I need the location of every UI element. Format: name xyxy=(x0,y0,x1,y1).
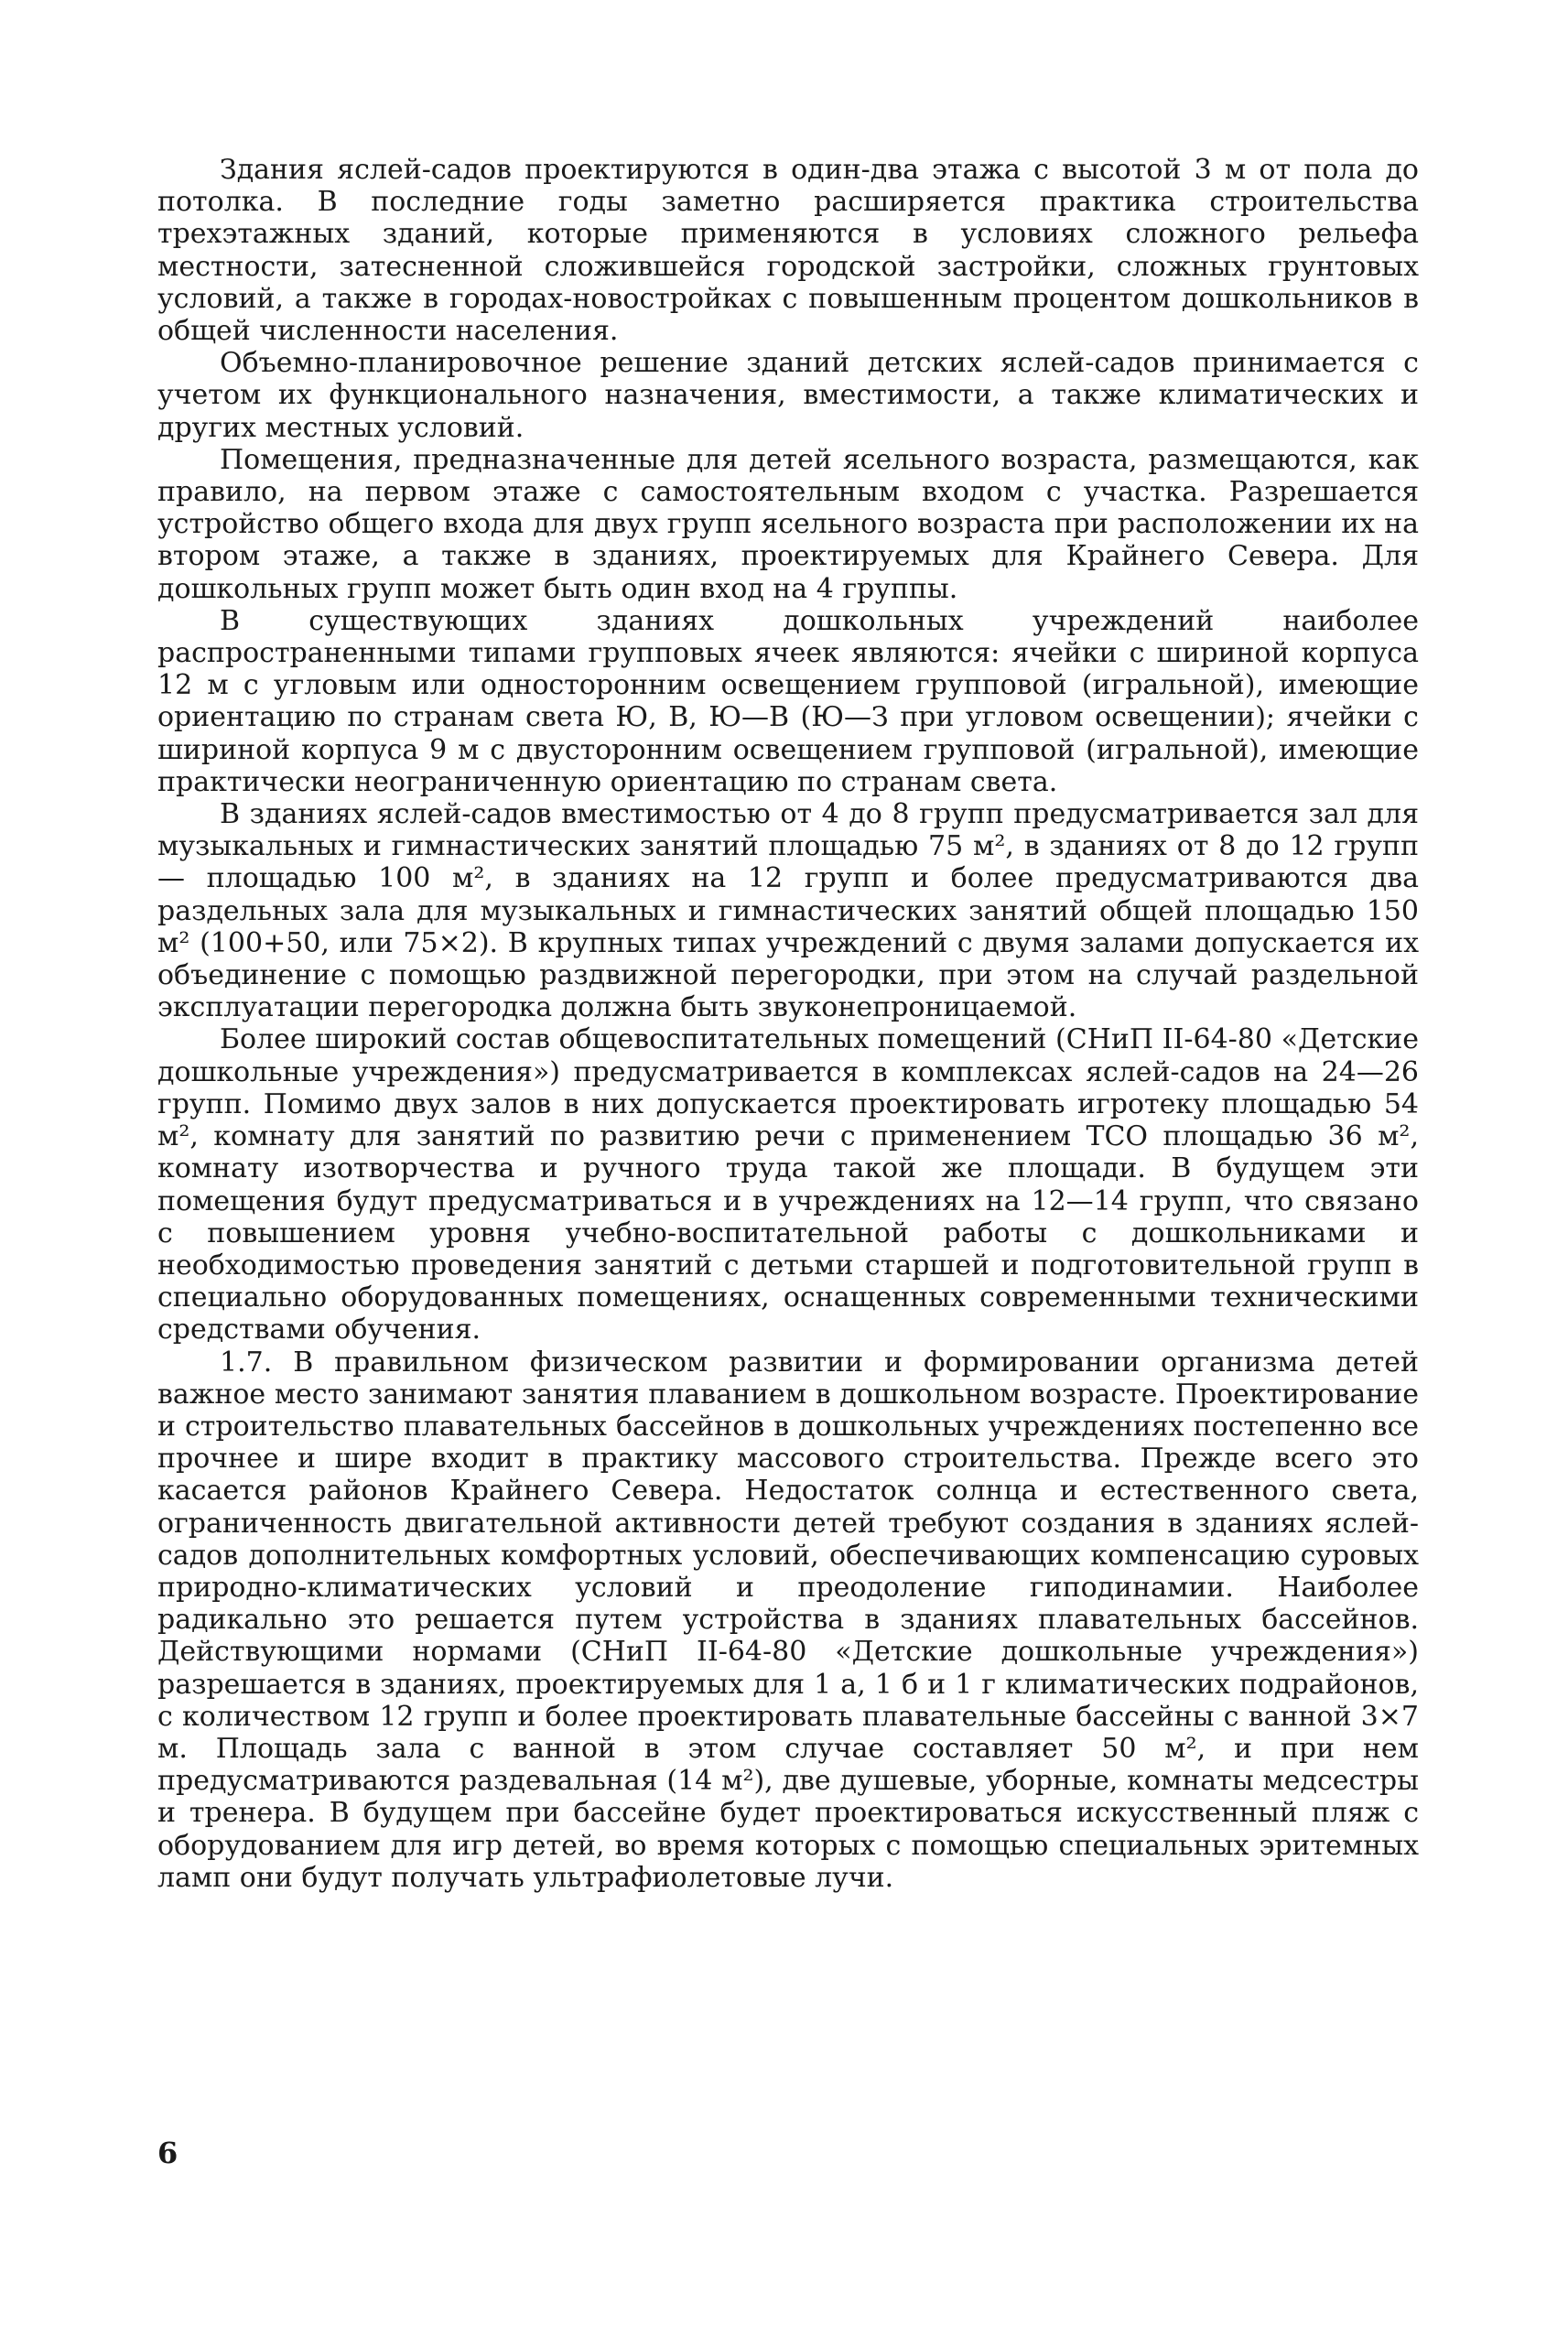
paragraph-5: В зданиях яслей-садов вместимостью от 4 до 8 групп предусматривается зал для музыкальных и гимнастических занятий площадью 75 м², в зданиях от 8 до 12 групп — площадью 100 м², в зданиях на 12 групп и более предусматриваются два раздельных зала для музыкальных и гимнастических занятий общей площадью 150 м² (100+50, или 75×2). В крупных типах учреждений с двумя залами допускается их объединение с помощью раздвижной перегородки, при этом на случай раздельной эксплуатации перегородка должна быть звуконепроницаемой. xyxy=(157,798,1419,1024)
paragraph-1: Здания яслей-садов проектируются в один-два этажа с высотой 3 м от пола до потолка. В последние годы заметно расширяется практика строительства трехэтажных зданий, которые применяются в условиях сложного рельефа местности, затесненной сложившейся городской застройки, сложных грунтовых условий, а также в городах-новостройках с повышенным процентом дошкольников в общей численности населения. xyxy=(157,154,1419,348)
page-number: 6 xyxy=(157,2136,178,2170)
paragraph-2: Объемно-планировочное решение зданий детских яслей-садов принимается с учетом их функционального назначения, вместимости, а также климатических и других местных условий. xyxy=(157,347,1419,444)
paragraph-6: Более широкий состав общевоспитательных помещений (СНиП II-64-80 «Детские дошкольные учреждения») предусматривается в комплексах яслей-садов на 24—26 групп. Помимо двух залов в них допускается проектировать игротеку площадью 54 м², комнату для занятий по развитию речи с применением ТСО площадью 36 м², комнату изотворчества и ручного труда такой же площади. В будущем эти помещения будут предусматриваться и в учреждениях на 12—14 групп, что связано с повышением уровня учебно-воспитательной работы с дошкольниками и необходимостью проведения занятий с детьми старшей и подготовительной групп в специально оборудованных помещениях, оснащенных современными техническими средствами обучения. xyxy=(157,1023,1419,1346)
paragraph-3: Помещения, предназначенные для детей ясельного возраста, размещаются, как правило, на первом этаже с самостоятельным входом с участка. Разрешается устройство общего входа для двух групп ясельного возраста при расположении их на втором этаже, а также в зданиях, проектируемых для Крайнего Севера. Для дошкольных групп может быть один вход на 4 группы. xyxy=(157,443,1419,605)
page-body xyxy=(157,154,1419,1894)
paragraph-4: В существующих зданиях дошкольных учреждений наиболее распространенными типами групповых ячеек являются: ячейки с шириной корпуса 12 м с угловым или односторонним освещением групповой (игральной), имеющие ориентацию по странам света Ю, В, Ю—В (Ю—З при угловом освещении); ячейки с шириной корпуса 9 м с двусторонним освещением групповой (игральной), имеющие практически неограниченную ориентацию по странам света. xyxy=(157,604,1419,798)
paragraph-7: 1.7. В правильном физическом развитии и формировании организма детей важное место занимают занятия плаванием в дошкольном возрасте. Проектирование и строительство плавательных бассейнов в дошкольных учреждениях постепенно все прочнее и шире входит в практику массового строительства. Прежде всего это касается районов Крайнего Севера. Недостаток солнца и естественного света, ограниченность двигательной активности детей требуют создания в зданиях яслей-садов дополнительных комфортных условий, обеспечивающих компенсацию суровых природно-климатических условий и преодоление гиподинамии. Наиболее радикально это решается путем устройства в зданиях плавательных бассейнов. Действующими нормами (СНиП II-64-80 «Детские дошкольные учреждения») разрешается в зданиях, проектируемых для 1 а, 1 б и 1 г климатических подрайонов, с количеством 12 групп и более проектировать плавательные бассейны с ванной 3×7 м. Площадь зала с ванной в этом случае составляет 50 м², и при нем предусматриваются раздевальная (14 м²), две душевые, уборные, комнаты медсестры и тренера. В будущем при бассейне будет проектироваться искусственный пляж с оборудованием для игр детей, во время которых с помощью специальных эритемных ламп они будут получать ультрафиолетовые лучи. xyxy=(157,1346,1419,1894)
